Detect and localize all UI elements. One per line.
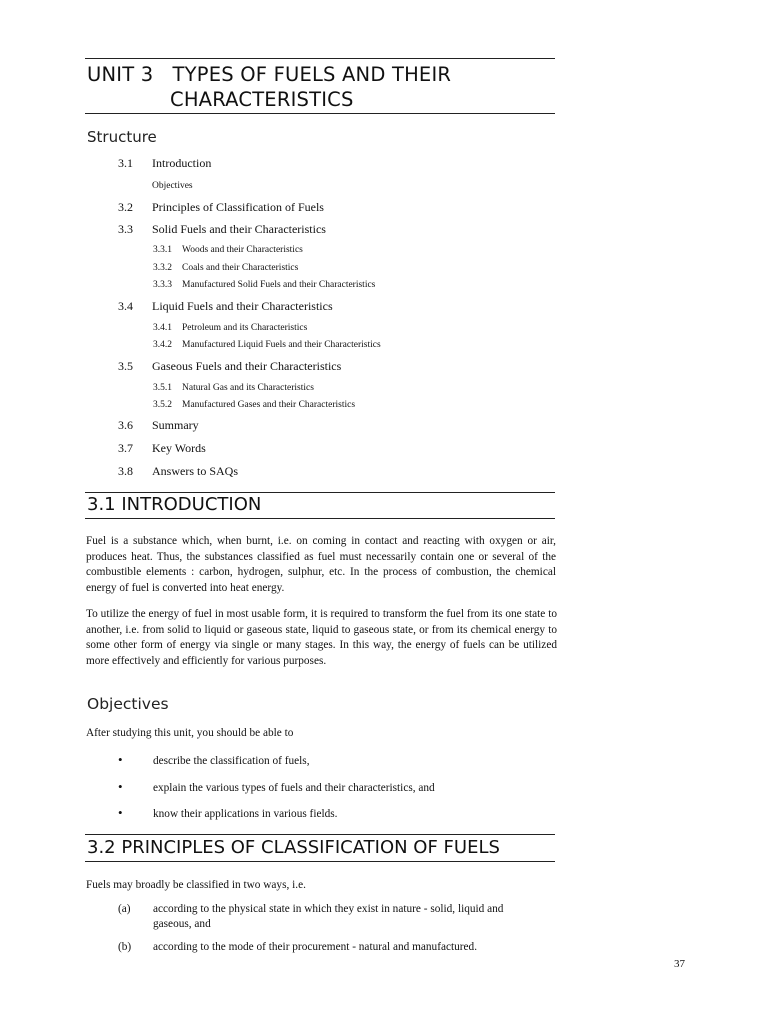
- introduction-heading: 3.1 INTRODUCTION: [87, 494, 262, 515]
- toc-label: Solid Fuels and their Characteristics: [152, 222, 326, 236]
- toc-label: Liquid Fuels and their Characteristics: [152, 299, 333, 313]
- objectives-heading: Objectives: [87, 695, 169, 713]
- page-number: 37: [674, 958, 685, 970]
- toc-number: 3.8: [118, 464, 133, 478]
- toc-label: Answers to SAQs: [152, 464, 239, 478]
- enum-text: according to the physical state in which they exist in nature - solid, liquid and gaseous, and: [153, 903, 504, 930]
- toc-label: Gaseous Fuels and their Characteristics: [152, 359, 342, 373]
- classification-bottom-rule: [85, 861, 555, 862]
- objective-text: explain the various types of fuels and their characteristics, and: [153, 782, 435, 794]
- toc-item-objectives: [152, 179, 193, 193]
- toc-number: 3.4.2: [153, 340, 172, 350]
- title-bottom-rule: [85, 113, 555, 114]
- toc-label: Coals and their Characteristics: [182, 263, 299, 273]
- toc-number: 3.5.1: [153, 383, 172, 393]
- toc-number: 3.5.2: [153, 400, 172, 410]
- bullet-icon: •: [118, 752, 123, 767]
- unit-title-line-2: CHARACTERISTICS: [170, 88, 354, 111]
- toc-label: Natural Gas and its Characteristics: [182, 383, 314, 393]
- toc-label: Objectives: [152, 181, 193, 191]
- unit-title: [87, 62, 451, 112]
- title-top-rule: [85, 58, 555, 59]
- toc-number: 3.4: [118, 299, 133, 313]
- enum-marker: (b): [118, 941, 132, 953]
- classification-top-rule: [85, 834, 555, 835]
- toc-label: Manufactured Liquid Fuels and their Characteristics: [182, 340, 381, 350]
- toc-number: 3.4.1: [153, 323, 172, 333]
- toc-label: Summary: [152, 418, 199, 432]
- toc-label: Key Words: [152, 441, 206, 455]
- toc-label: Introduction: [152, 156, 212, 170]
- toc-number: 3.2: [118, 200, 133, 214]
- objective-text: know their applications in various fields.: [153, 808, 338, 820]
- classification-heading: 3.2 PRINCIPLES OF CLASSIFICATION OF FUELS: [87, 837, 500, 858]
- classification-lead: Fuels may broadly be classified in two ways, i.e.: [86, 879, 306, 891]
- intro-bottom-rule: [85, 518, 555, 519]
- unit-title-line-1: UNIT 3 TYPES OF FUELS AND THEIR: [87, 63, 452, 86]
- toc-number: 3.3: [118, 222, 133, 236]
- intro-top-rule: [85, 492, 555, 493]
- toc-label: Woods and their Characteristics: [182, 245, 303, 255]
- enum-text: according to the mode of their procurement - natural and manufactured.: [153, 941, 478, 953]
- toc-number: 3.3.3: [153, 280, 172, 290]
- toc-label: Manufactured Gases and their Characteristics: [182, 400, 356, 410]
- structure-heading: Structure: [87, 128, 157, 146]
- toc-number: 3.3.2: [153, 263, 172, 273]
- introduction-paragraph-1: Fuel is a substance which, when burnt, i.e. on coming in contact and reacting with oxygen or air, produces heat. Thus, the substances classified as fuel must necessarily contain one or several of the combustible elements : carbon, hydrogen, sulphur, etc. In the process of combustion, the chemical energy of fuel is converted into heat energy.: [86, 535, 556, 594]
- toc-label: Petroleum and its Characteristics: [182, 323, 308, 333]
- introduction-paragraph-2: To utilize the energy of fuel in most usable form, it is required to transform the fuel from its one state to another, i.e. from solid to liquid or gaseous state, liquid to gaseous state, or from its chemical energy to some other form of energy via single or many stages. In this way, the energy of fuels can be utilized more effectively and efficiently for various purposes.: [86, 608, 557, 667]
- toc-number: 3.6: [118, 418, 133, 432]
- bullet-icon: •: [118, 805, 123, 820]
- enum-marker: (a): [118, 903, 131, 915]
- objective-text: describe the classification of fuels,: [153, 755, 310, 767]
- toc-number: 3.1: [118, 156, 133, 170]
- toc-number: 3.5: [118, 359, 133, 373]
- toc-number: 3.3.1: [153, 245, 172, 255]
- toc-number: 3.7: [118, 441, 133, 455]
- bullet-icon: •: [118, 779, 123, 794]
- objectives-lead: After studying this unit, you should be able to: [86, 727, 294, 739]
- toc-label: Principles of Classification of Fuels: [152, 200, 324, 214]
- toc-label: Manufactured Solid Fuels and their Characteristics: [182, 280, 376, 290]
